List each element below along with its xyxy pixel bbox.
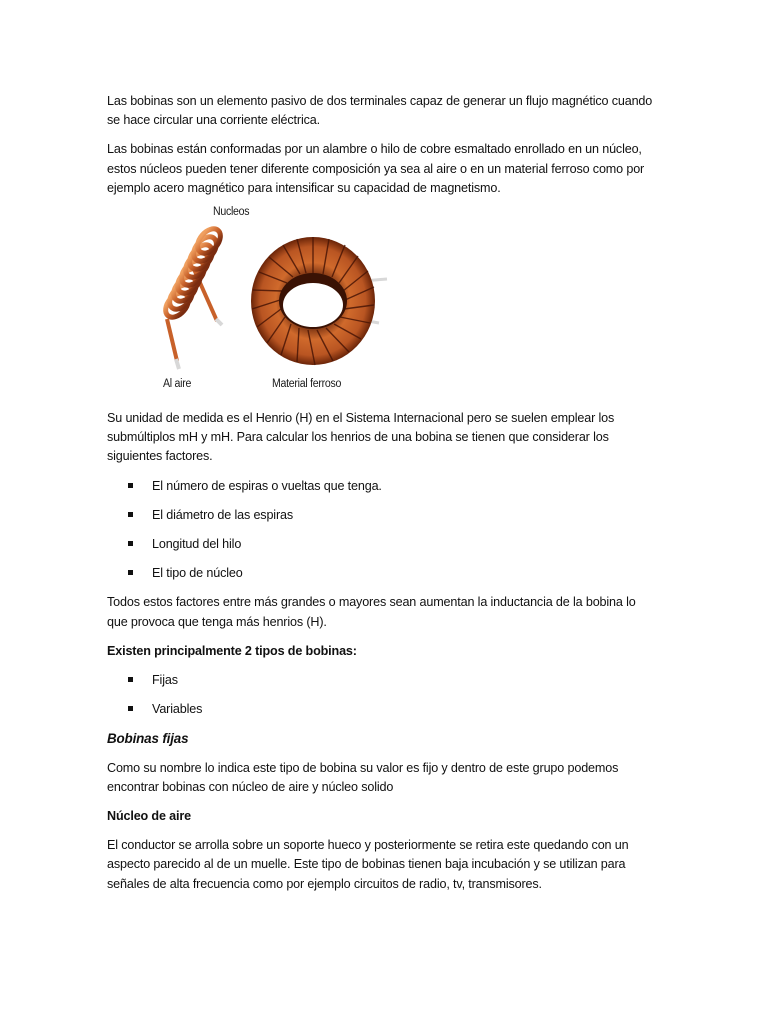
- list-item: El diámetro de las espiras: [107, 506, 655, 525]
- bullet-square-icon: [128, 706, 133, 711]
- fixed-coils-heading: Bobinas fijas: [107, 731, 189, 747]
- coil-figure: [107, 201, 655, 397]
- bullet-square-icon: [128, 483, 133, 488]
- factors-note-paragraph: Todos estos factores entre más grandes o mayores sean aumentan la inductancia de la bobina lo que provoca que tenga más henrios (H).: [107, 595, 636, 629]
- air-core-paragraph: El conductor se arrolla sobre un soporte hueco y posteriormente se retira este quedando con un aspecto parecido al de un muelle. Este tipo de bobinas tienen baja incubación y se utilizan para señales de alta frecuencia como por ejemplo circuitos de radio, tv, transmisores.: [107, 838, 629, 891]
- units-paragraph: Su unidad de medida es el Henrio (H) en el Sistema Internacional pero se suelen emplear los submúltiplos mH y mH. Para calcular los henrios de una bobina se tienen que considerar los siguientes factores.: [107, 411, 615, 464]
- list-item: Longitud del hilo: [107, 535, 655, 554]
- air-core-heading: Núcleo de aire: [107, 809, 191, 824]
- caption-ferrous-core: Material ferroso: [272, 378, 342, 391]
- air-core-coil-image: [161, 225, 225, 370]
- intro-paragraph-2: Las bobinas están conformadas por un alambre o hilo de cobre esmaltado enrollado en un núcleo, estos núcleos pueden tener diferente composición ya sea al aire o en un material ferroso como por ejemplo acero magnético para intensificar su capacidad de magnetismo.: [107, 142, 645, 195]
- coil-types-list: [107, 671, 655, 719]
- coil-illustrations: [107, 201, 407, 397]
- factors-list: [107, 477, 655, 584]
- list-item: El tipo de núcleo: [107, 564, 655, 583]
- list-item: Variables: [107, 700, 655, 719]
- ferrous-core-toroid-image: [251, 237, 387, 365]
- document-body: [107, 92, 655, 904]
- list-item: Fijas: [107, 671, 655, 690]
- bullet-square-icon: [128, 677, 133, 682]
- bullet-square-icon: [128, 570, 133, 575]
- bullet-square-icon: [128, 541, 133, 546]
- coil-types-heading: Existen principalmente 2 tipos de bobinas:: [107, 643, 357, 658]
- bullet-square-icon: [128, 512, 133, 517]
- caption-air-core: Al aire: [163, 378, 192, 391]
- list-item: El número de espiras o vueltas que tenga.: [107, 477, 655, 496]
- figure-title: Nucleos: [213, 206, 250, 219]
- intro-paragraph-1: Las bobinas son un elemento pasivo de dos terminales capaz de generar un flujo magnético cuando se hace circular una corriente eléctrica.: [107, 94, 653, 128]
- fixed-coils-paragraph: Como su nombre lo indica este tipo de bobina su valor es fijo y dentro de este grupo podemos encontrar bobinas con núcleo de aire y núcleo solido: [107, 760, 619, 794]
